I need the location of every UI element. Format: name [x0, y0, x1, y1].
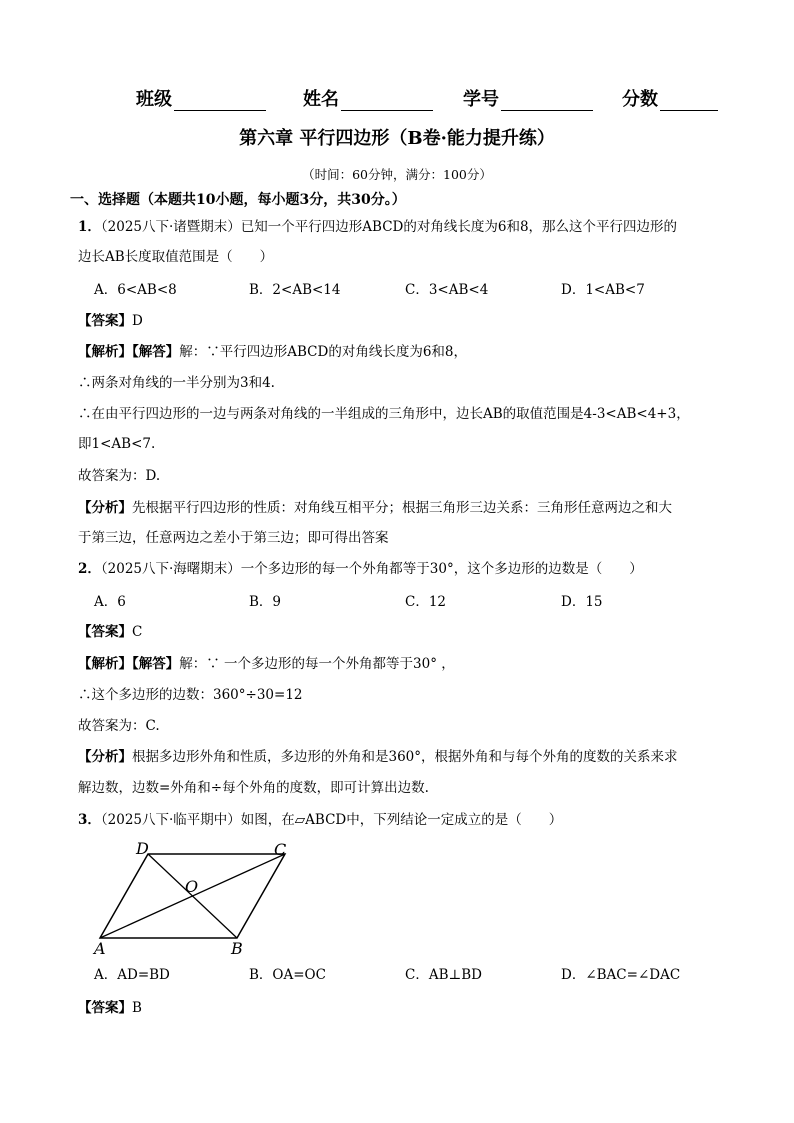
- diagonal-bd: [148, 854, 237, 938]
- q1-answer-tag: 【答案】: [78, 313, 132, 329]
- q3-option-c[interactable]: C．AB⊥BD: [405, 967, 482, 983]
- q1-solution-line1: [78, 342, 467, 362]
- q2-solution-line2: ∴这个多边形的边数：360°÷30=12: [78, 687, 303, 703]
- q3-answer-value: B: [132, 1000, 142, 1016]
- q2-answer-tag: 【答案】: [78, 624, 132, 640]
- q3-answer-tag: 【答案】: [78, 1000, 132, 1016]
- q2-fenxi-line1: [78, 747, 678, 767]
- q1-stem-line2: 边长AB长度取值范围是（ ）: [78, 249, 274, 265]
- q2-option-a[interactable]: A．6: [94, 594, 126, 610]
- q1-fenxi-line2: 于第三边，任意两边之差小于第三边；即可得出答案: [78, 530, 389, 546]
- label-vertex-d: D: [136, 839, 149, 858]
- q2-fenxi-text1: 根据多边形外角和性质，多边形的外角和是360°，根据外角和与每个外角的度数的关系来求: [132, 749, 678, 765]
- parallelogram-figure: [90, 838, 300, 958]
- label-center-o: O: [185, 877, 199, 896]
- q1-solution-line3: ∴在由平行四边形的一边与两条对角线的一半组成的三角形中，边长AB的取值范围是4-3<AB<4+3，: [78, 406, 690, 422]
- q1-option-c[interactable]: C．3<AB<4: [405, 282, 489, 298]
- q2-option-d[interactable]: D．15: [561, 594, 603, 610]
- q2-stem-text: （2025八下·海曙期末）一个多边形的每一个外角都等于30°，这个多边形的边数是（ ）: [100, 561, 643, 577]
- q2-answer: [78, 622, 142, 642]
- q2-stem-line1: [78, 559, 643, 579]
- section-heading: 一、选择题（本题共10小题，每小题3分，共30分。）: [70, 192, 406, 208]
- q2-answer-value: C: [132, 624, 143, 640]
- id-field: [463, 85, 593, 111]
- q1-solution-text1: 解：∵平行四边形ABCD的对角线长度为6和8，: [179, 344, 468, 360]
- q1-option-d[interactable]: D．1<AB<7: [561, 282, 645, 298]
- q3-option-a[interactable]: A．AD=BD: [94, 967, 170, 983]
- label-vertex-c: C: [274, 840, 287, 859]
- q3-option-b[interactable]: B．OA=OC: [249, 967, 326, 983]
- q2-solution-line1: [78, 654, 455, 674]
- q2-solution-line3: 故答案为：C.: [78, 718, 160, 734]
- q2-option-c[interactable]: C．12: [405, 594, 447, 610]
- q1-stem-line1: [78, 217, 677, 237]
- q3-option-d[interactable]: D．∠BAC=∠DAC: [561, 967, 681, 983]
- q1-fenxi-tag: 【分析】: [78, 500, 132, 516]
- q1-answer-value: D: [132, 313, 143, 329]
- q3-answer: [78, 998, 142, 1018]
- q1-answer: [78, 311, 143, 331]
- q2-analysis-tag: 【解析】【解答】: [78, 656, 180, 672]
- class-label: 班级: [136, 89, 172, 110]
- q3-stem-text: （2025八下·临平期中）如图，在▱ABCD中，下列结论一定成立的是（ ）: [100, 812, 563, 828]
- label-vertex-b: B: [231, 939, 243, 958]
- q3-number: 3．: [78, 812, 101, 828]
- class-blank[interactable]: [174, 91, 266, 111]
- paper-subtitle: （时间：60分钟，满分：100分）: [302, 167, 492, 182]
- q1-solution-line5: 故答案为：D.: [78, 468, 161, 484]
- q2-solution-text1: 解：∵ 一个多边形的每一个外角都等于30° ，: [179, 656, 455, 672]
- class-field: [136, 85, 266, 111]
- q2-fenxi-line2: 解边数，边数=外角和÷每个外角的度数，即可计算出边数.: [78, 780, 429, 796]
- id-blank[interactable]: [501, 91, 593, 111]
- label-vertex-a: A: [94, 939, 106, 958]
- name-field: [303, 85, 433, 111]
- q1-number: 1．: [78, 219, 101, 235]
- q1-fenxi-text1: 先根据平行四边形的性质：对角线互相平分；根据三角形三边关系：三角形任意两边之和大: [132, 500, 672, 516]
- paper-title: 第六章 平行四边形（B卷·能力提升练）: [239, 128, 555, 149]
- q2-fenxi-tag: 【分析】: [78, 749, 132, 765]
- q2-option-b[interactable]: B．9: [249, 594, 282, 610]
- score-label: 分数: [622, 89, 658, 110]
- score-blank[interactable]: [660, 91, 718, 111]
- q1-stem-text: （2025八下·诸暨期末）已知一个平行四边形ABCD的对角线长度为6和8，那么这个平行四边形的: [100, 219, 678, 235]
- q1-fenxi-line1: [78, 498, 672, 518]
- name-label: 姓名: [303, 89, 339, 110]
- name-blank[interactable]: [341, 91, 433, 111]
- q1-option-b[interactable]: B．2<AB<14: [249, 282, 341, 298]
- id-label: 学号: [463, 89, 499, 110]
- q1-solution-line2: ∴两条对角线的一半分别为3和4.: [78, 375, 275, 391]
- q1-option-a[interactable]: A．6<AB<8: [94, 282, 177, 298]
- score-field: [622, 85, 718, 111]
- q1-analysis-tag: 【解析】【解答】: [78, 344, 180, 360]
- q1-solution-line4: 即1<AB<7.: [78, 436, 156, 452]
- q3-stem-line1: [78, 810, 562, 830]
- q2-number: 2．: [78, 561, 101, 577]
